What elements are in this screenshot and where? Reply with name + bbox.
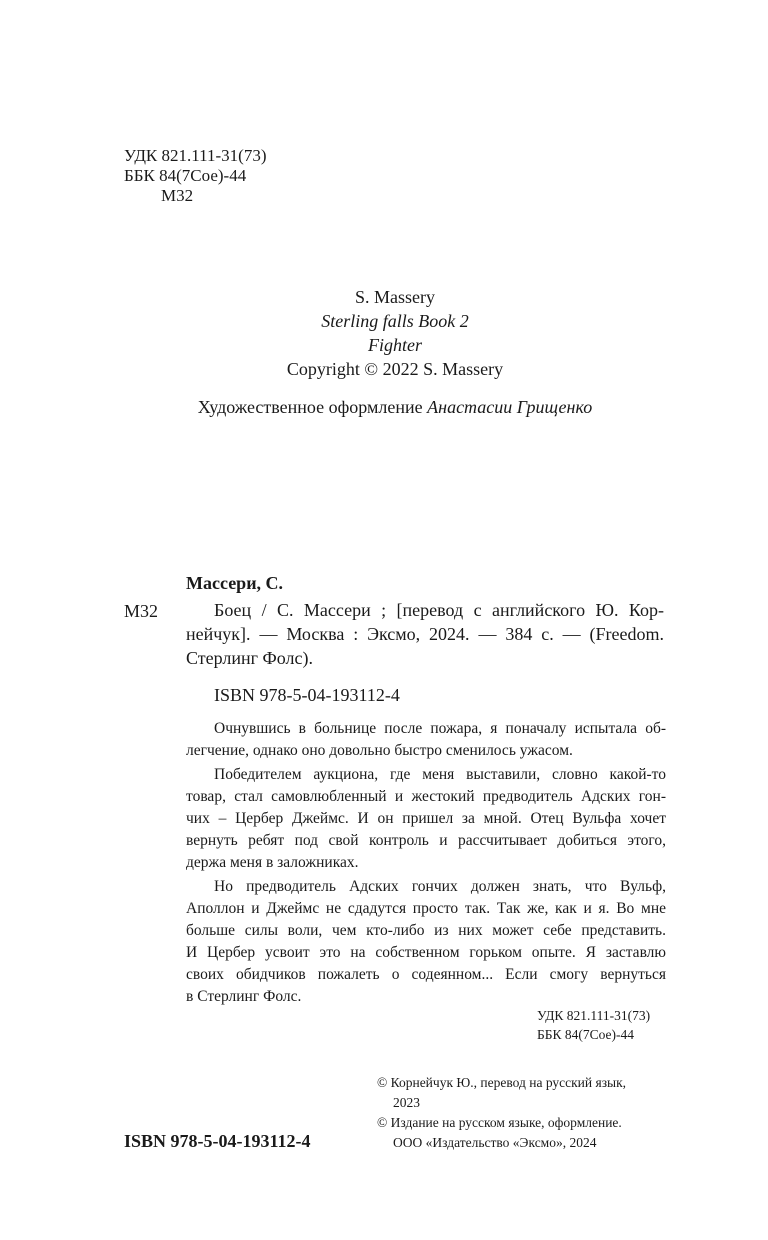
- edition-copyright-line1: © Издание на русском языке, оформление.: [377, 1115, 622, 1130]
- design-credit: [0, 396, 768, 418]
- annotation-line: легчение, однако оно довольно быстро сменилось ужасом.: [186, 742, 573, 759]
- annotation-line: Очнувшись в больнице после пожара, я поначалу испытала об-: [214, 720, 666, 737]
- annotation-line: Но предводитель Адских гончих должен знать, что Вульф,: [214, 878, 666, 895]
- top-bbk-code: ББК 84(7Сое)-44: [124, 166, 247, 185]
- top-udk-code: УДК 821.111-31(73): [124, 146, 267, 165]
- original-copyright: Copyright © 2022 S. Massery: [286, 359, 504, 379]
- annotation-line: Аполлон и Джеймс не сдадутся просто так. Так же, как и я. Во мне: [186, 900, 666, 917]
- annotation-line: больше силы воли, чем кто-либо из них может себе представить.: [186, 922, 666, 939]
- catalog-line: Стерлинг Фолс).: [186, 648, 313, 668]
- designer-name: Анастасии Грищенко: [427, 397, 593, 417]
- edition-copyright-line2: ООО «Издательство «Эксмо», 2024: [393, 1135, 597, 1150]
- annotation-line: держа меня в заложниках.: [186, 854, 359, 871]
- catalog-line: Боец / С. Массери ; [перевод с английского Ю. Кор-: [214, 600, 664, 620]
- bottom-udk-code: УДК 821.111-31(73): [537, 1008, 651, 1023]
- annotation-line: товар, стал самовлюбленный и жестокий предводитель Адских гон-: [186, 788, 666, 805]
- catalog-heading: Массери, С.: [186, 573, 284, 593]
- catalog-line: нейчук]. — Москва : Эксмо, 2024. — 384 с. — (Freedom.: [186, 624, 664, 644]
- isbn-bold: ISBN 978-5-04-193112-4: [124, 1131, 311, 1151]
- annotation: [186, 718, 666, 1008]
- catalog-isbn: ISBN 978-5-04-193112-4: [214, 685, 400, 705]
- annotation-line: вернуть ребят под свой контроль и рассчитывает добиться этого,: [186, 832, 666, 849]
- bottom-bbk-code: ББК 84(7Сое)-44: [537, 1027, 635, 1042]
- annotation-line: И Цербер усвоит это на собственном горьком опыте. Я заставлю: [186, 944, 666, 961]
- catalog-mark: М32: [124, 601, 159, 621]
- catalog-description: [186, 598, 664, 670]
- original-title: Fighter: [368, 335, 422, 355]
- original-series: Sterling falls Book 2: [321, 311, 469, 331]
- annotation-line: своих обидчиков пожалеть о содеянном... Если смогу вернуться: [186, 966, 666, 983]
- translation-copyright-line1: © Корнейчук Ю., перевод на русский язык,: [377, 1075, 627, 1090]
- original-author: S. Massery: [355, 287, 435, 307]
- annotation-line: чих – Цербер Джеймс. И он пришел за мной. Отец Вульфа хочет: [186, 810, 666, 827]
- translation-copyright-line2: 2023: [393, 1095, 420, 1110]
- annotation-line: в Стерлинг Фолс.: [186, 988, 302, 1005]
- annotation-line: Победителем аукциона, где меня выставили, словно какой-то: [214, 766, 666, 783]
- design-label: Художественное оформление: [197, 397, 423, 417]
- top-author-mark: М32: [161, 186, 194, 205]
